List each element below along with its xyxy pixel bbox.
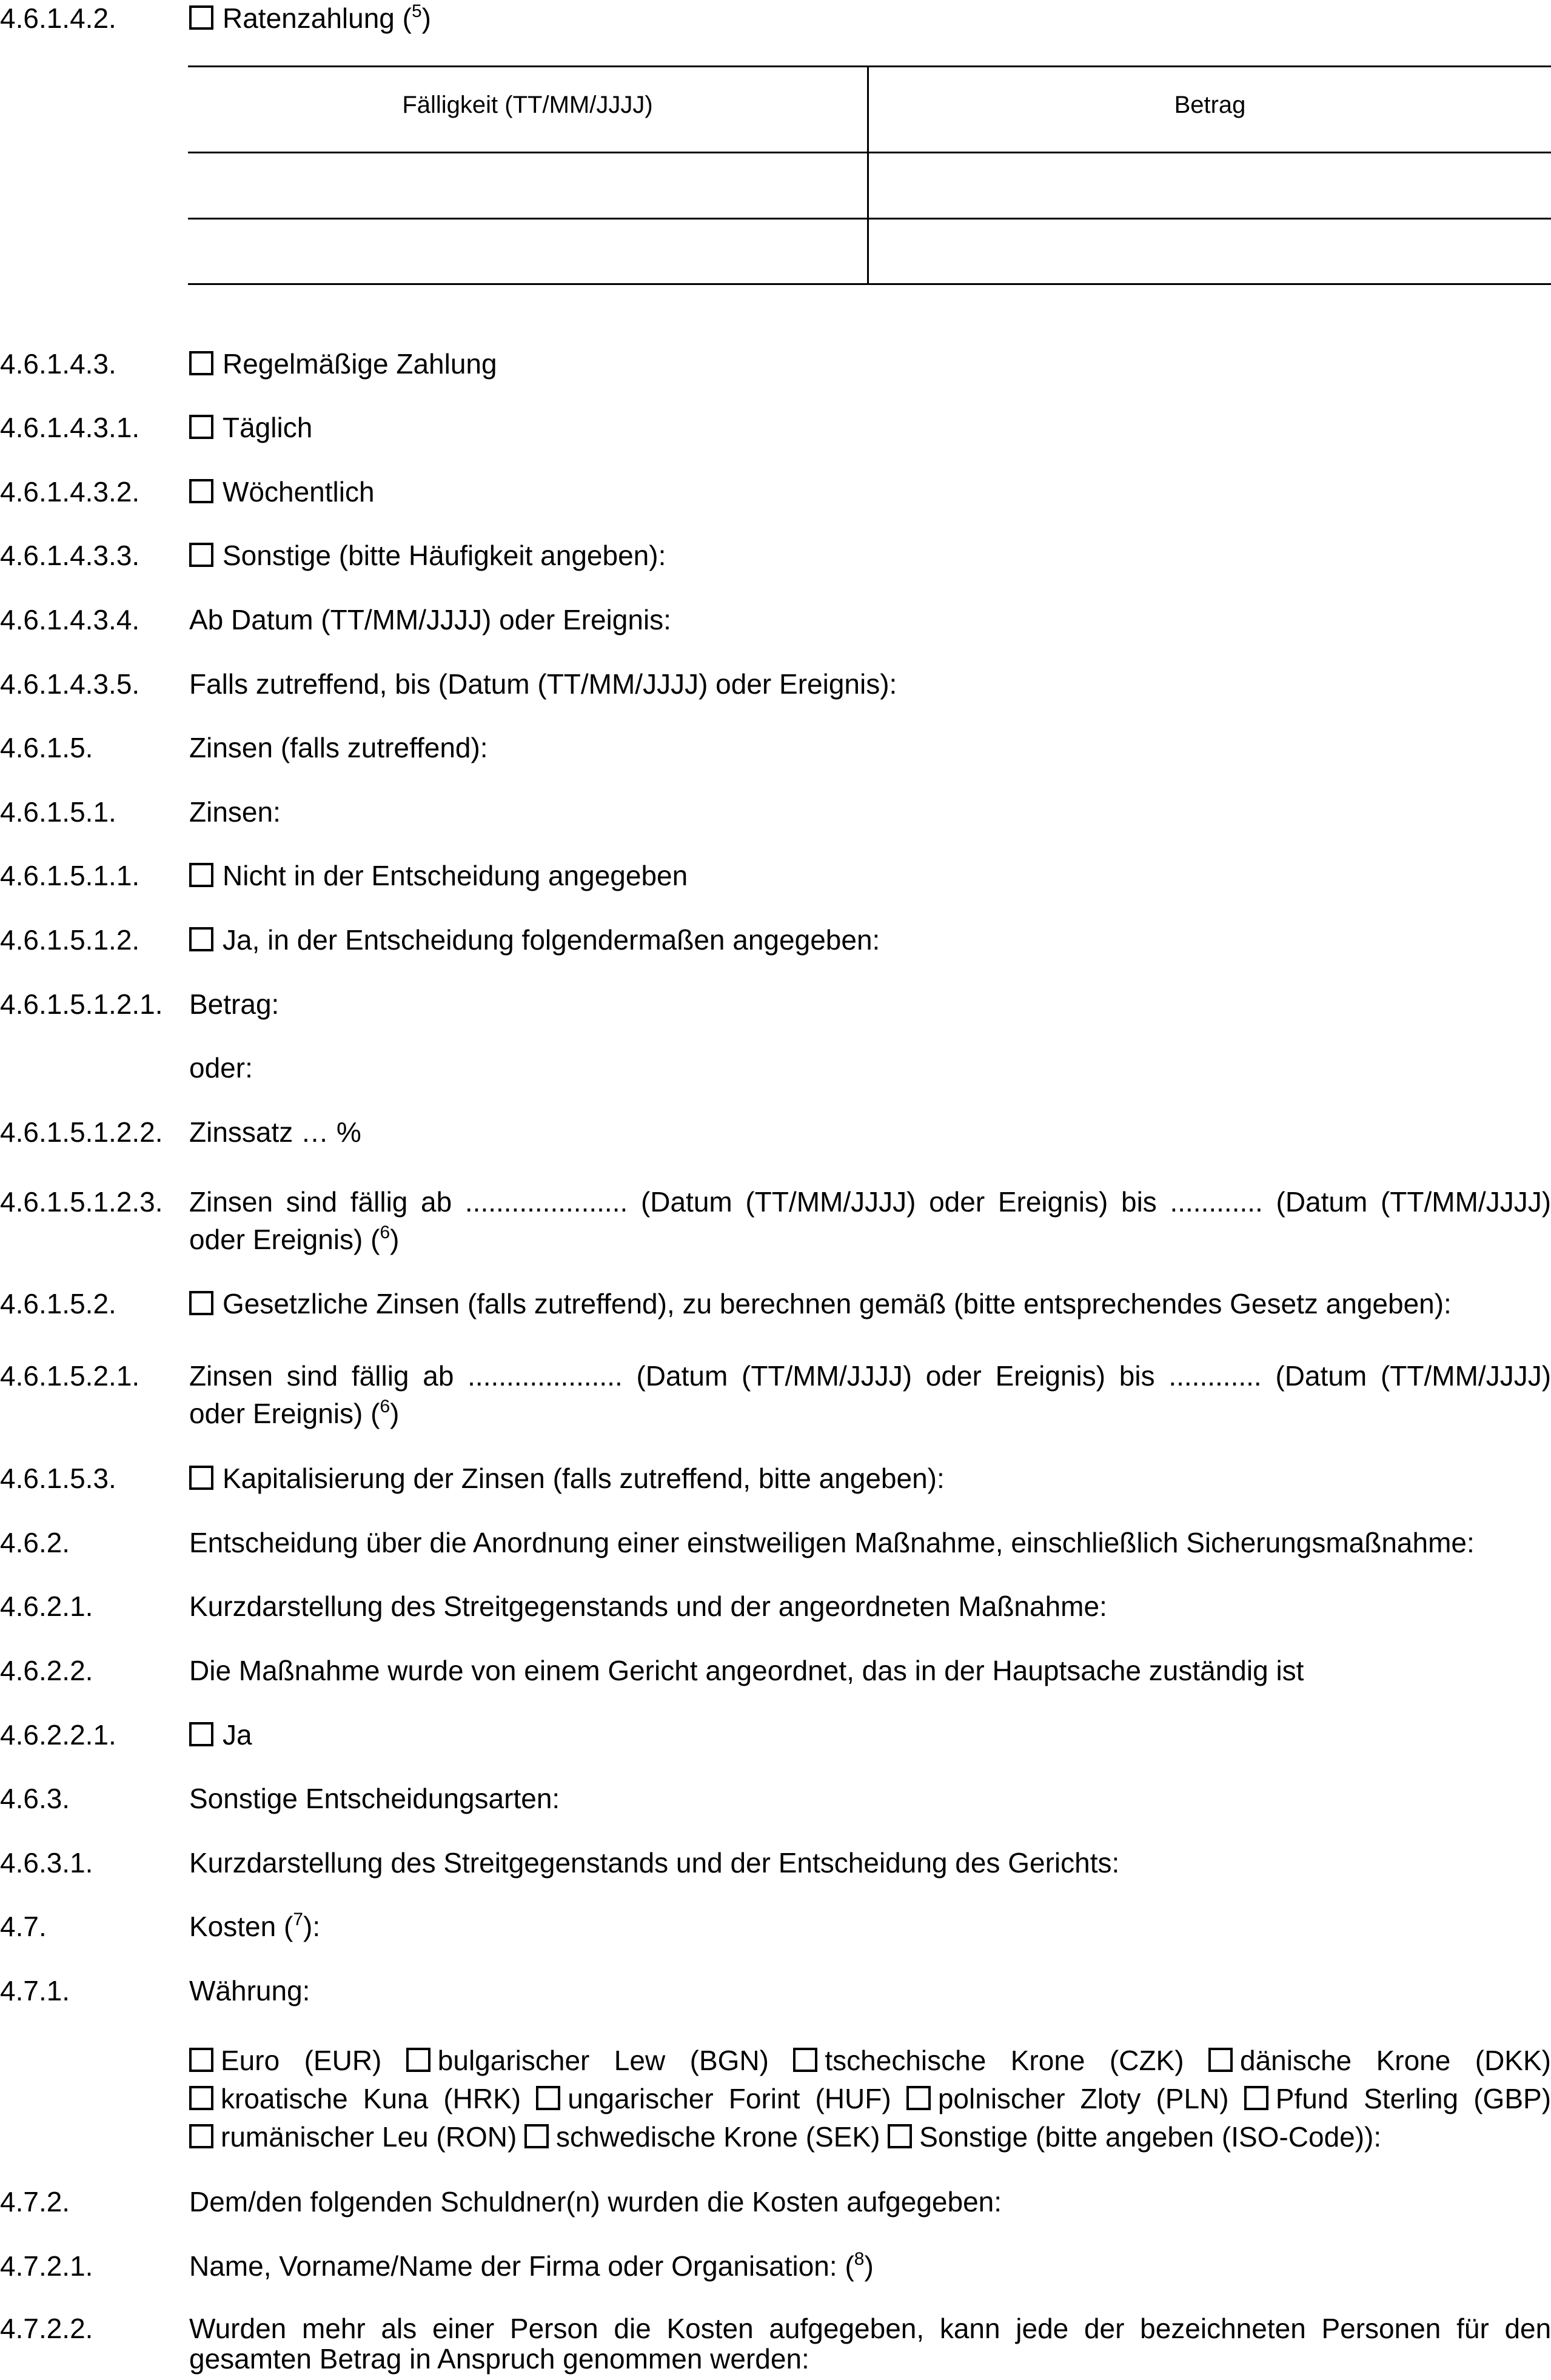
section-number: 4.6.1.4.3.2. — [0, 476, 140, 508]
item-label: Wöchentlich — [223, 476, 375, 508]
section-number: 4.6.1.5.1.2.3. — [0, 1186, 163, 1218]
item-label: Sonstige (bitte Häufigkeit angeben): — [223, 540, 666, 571]
section-number: 4.6.1.4.3.4. — [0, 604, 140, 635]
item-label: oder Ereignis) ( — [189, 1224, 380, 1255]
footnote-ref: 8 — [854, 2249, 865, 2269]
currency-label: dänische Krone (DKK) — [1240, 2045, 1551, 2076]
item-label: oder Ereignis) ( — [189, 1398, 380, 1429]
gbp-checkbox[interactable] — [1244, 2086, 1268, 2110]
text-part: (Datum (TT/MM/JJJJ) oder Ereignis) bis ............ — [636, 1360, 1262, 1392]
item-label: Zinssatz … % — [189, 1116, 361, 1148]
table-bottom-border — [188, 283, 1551, 285]
justified-line — [189, 1185, 1551, 1219]
section-number: 4.6.1.4.3.5. — [0, 668, 140, 700]
item-label-end: ): — [303, 1911, 321, 1942]
justified-line — [189, 2082, 1551, 2116]
section-number: 4.6.1.4.3. — [0, 348, 116, 380]
section-number: 4.6.2.1. — [0, 1591, 93, 1622]
item-label: Währung: — [189, 1975, 310, 2006]
section-number: 4.6.1.5.1.2.2. — [0, 1116, 163, 1148]
section-number: 4.6.1.5.2. — [0, 1288, 116, 1319]
word: Wurden — [189, 2313, 287, 2344]
section-number: 4.6.1.5.1.1. — [0, 860, 140, 891]
item-label: Ja — [223, 1719, 252, 1751]
text-part: Zinsen sind fällig ab — [189, 1360, 454, 1392]
word: kann — [939, 2313, 1000, 2344]
table-cell-amount-1[interactable] — [869, 153, 1551, 218]
currency-label: rumänischer Leu (RON) — [221, 2121, 517, 2153]
currency-label: polnischer Zloty (PLN) — [937, 2083, 1229, 2114]
currency-label: Sonstige (bitte angeben (ISO-Code)): — [919, 2121, 1382, 2153]
footnote-ref: 6 — [380, 1396, 390, 1416]
text-part: Zinsen sind fällig ab ..................... — [189, 1186, 628, 1218]
text-part: (Datum — [1276, 1186, 1368, 1218]
section-number: 4.7.2. — [0, 2186, 70, 2217]
hrk-checkbox[interactable] — [189, 2086, 213, 2110]
section-number: 4.7. — [0, 1911, 47, 1942]
item-label: Die Maßnahme wurde von einem Gericht angeordnet, das in der Hauptsache zuständig ist — [189, 1655, 1304, 1686]
item-label: Kosten ( — [189, 1911, 293, 1942]
item-label-end: ) — [864, 2250, 874, 2282]
item-label: Regelmäßige Zahlung — [223, 348, 497, 380]
sek-checkbox[interactable] — [524, 2124, 549, 2148]
section-number: 4.6.1.4.3.3. — [0, 540, 140, 571]
section-number: 4.6.1.4.3.1. — [0, 412, 140, 443]
section-number: 4.6.1.5.1.2. — [0, 924, 140, 956]
justified-line — [189, 2311, 1551, 2345]
item-label: Gesetzliche Zinsen (falls zutreffend), zu berechnen gemäß (bitte entsprechendes Gesetz angeben): — [223, 1288, 1452, 1319]
item-label: Falls zutreffend, bis (Datum (TT/MM/JJJJ) oder Ereignis): — [189, 668, 897, 700]
section-number: 4.6.1.5.1. — [0, 796, 116, 828]
text-part: (TT/MM/JJJJ) — [1380, 1360, 1551, 1392]
justified-line — [189, 1359, 1551, 1393]
item-label: Nicht in der Entscheidung angegeben — [223, 860, 688, 891]
item-label: Betrag: — [189, 988, 280, 1020]
footnote-ref: 6 — [380, 1222, 390, 1242]
text-part: (Datum — [1275, 1360, 1367, 1392]
section-number: 4.6.2.2.1. — [0, 1719, 116, 1751]
currency-label: kroatische Kuna (HRK) — [221, 2083, 521, 2114]
footnote-ref: 5 — [411, 1, 422, 21]
section-number: 4.7.1. — [0, 1975, 70, 2006]
item-label: Ratenzahlung ( — [223, 2, 412, 34]
ratenzahlung-checkbox[interactable] — [189, 5, 213, 30]
nicht-angegeben-checkbox[interactable] — [189, 863, 213, 887]
eur-checkbox[interactable] — [189, 2048, 213, 2072]
ron-checkbox[interactable] — [189, 2124, 213, 2148]
item-label-end: ) — [421, 2, 431, 34]
word: jede — [1016, 2313, 1069, 2344]
item-label: Täglich — [223, 412, 313, 443]
ja-checkbox[interactable] — [189, 1722, 213, 1746]
table-cell-date-2[interactable] — [190, 220, 867, 283]
section-number: 4.6.2. — [0, 1527, 70, 1558]
ja-angegeben-checkbox[interactable] — [189, 927, 213, 951]
column-header-betrag: Betrag — [1174, 92, 1246, 118]
word: den — [1504, 2313, 1551, 2344]
word: für — [1456, 2313, 1489, 2344]
section-number: 4.6.2.2. — [0, 1655, 93, 1686]
currency-label: bulgarischer Lew (BGN) — [437, 2045, 769, 2076]
currency-label: schwedische Krone (SEK) — [556, 2121, 880, 2153]
column-header-faelligkeit: Fälligkeit (TT/MM/JJJJ) — [402, 92, 653, 118]
huf-checkbox[interactable] — [536, 2086, 560, 2110]
kapitalisierung-checkbox[interactable] — [189, 1466, 213, 1490]
item-label: Ja, in der Entscheidung folgendermaßen angegeben: — [223, 924, 880, 956]
currency-label: Euro (EUR) — [221, 2045, 382, 2076]
item-label-end: ) — [390, 1398, 400, 1429]
section-number: 4.6.1.5.2.1. — [0, 1360, 140, 1392]
item-label-end: ) — [390, 1224, 400, 1255]
woechentlich-checkbox[interactable] — [189, 479, 213, 503]
word: der — [1084, 2313, 1125, 2344]
word: als — [381, 2313, 417, 2344]
currency-label: tschechische Krone (CZK) — [825, 2045, 1184, 2076]
bgn-checkbox[interactable] — [406, 2048, 430, 2072]
item-label: Name, Vorname/Name der Firma oder Organisation: ( — [189, 2250, 854, 2282]
word: aufgegeben, — [769, 2313, 925, 2344]
item-label: Kapitalisierung der Zinsen (falls zutreffend, bitte angeben): — [223, 1463, 945, 1494]
czk-checkbox[interactable] — [793, 2048, 817, 2072]
word: die — [614, 2313, 651, 2344]
currency-label: Pfund Sterling (GBP) — [1275, 2083, 1551, 2114]
item-label: gesamten Betrag in Anspruch genommen werden: — [189, 2343, 809, 2375]
item-label: Ab Datum (TT/MM/JJJJ) oder Ereignis: — [189, 604, 671, 635]
table-top-border — [188, 65, 1551, 67]
item-label: oder: — [189, 1052, 253, 1084]
section-number: 4.6.1.5. — [0, 732, 93, 763]
sonstige-waehrung-checkbox[interactable] — [888, 2124, 912, 2148]
word: bezeichneten — [1140, 2313, 1306, 2344]
table-cell-amount-2[interactable] — [869, 220, 1551, 283]
currency-label: ungarischer Forint (HUF) — [568, 2083, 891, 2114]
section-number: 4.6.1.5.1.2.1. — [0, 988, 163, 1020]
section-number: 4.7.2.2. — [0, 2313, 93, 2344]
taeglich-checkbox[interactable] — [189, 415, 213, 439]
item-label: Zinsen: — [189, 796, 281, 828]
word: einer — [432, 2313, 495, 2344]
text-part: .................... — [467, 1360, 623, 1392]
section-number: 4.6.3. — [0, 1783, 70, 1814]
regelmaessige-zahlung-checkbox[interactable] — [189, 351, 213, 375]
sonstige-haeufigkeit-checkbox[interactable] — [189, 543, 213, 567]
item-label: Kurzdarstellung des Streitgegenstands und der Entscheidung des Gerichts: — [189, 1847, 1120, 1879]
pln-checkbox[interactable] — [906, 2086, 931, 2110]
text-part: (Datum (TT/MM/JJJJ) oder Ereignis) bis ............ — [640, 1186, 1263, 1218]
footnote-ref: 7 — [293, 1909, 303, 1929]
text-part: (TT/MM/JJJJ) — [1380, 1186, 1551, 1218]
word: Kosten — [666, 2313, 754, 2344]
justified-line — [189, 2043, 1551, 2077]
word: mehr — [301, 2313, 366, 2344]
dkk-checkbox[interactable] — [1208, 2048, 1233, 2072]
table-cell-date-1[interactable] — [190, 153, 867, 218]
section-number: 4.6.3.1. — [0, 1847, 93, 1879]
section-number: 4.6.1.4.2. — [0, 2, 116, 34]
item-label: Dem/den folgenden Schuldner(n) wurden die Kosten aufgegeben: — [189, 2186, 1002, 2217]
section-number: 4.6.1.5.3. — [0, 1463, 116, 1494]
item-label: Entscheidung über die Anordnung einer einstweiligen Maßnahme, einschließlich Sicherungsmaßnahme: — [189, 1527, 1475, 1558]
section-number: 4.7.2.1. — [0, 2250, 93, 2282]
word: Person — [509, 2313, 598, 2344]
item-label: Zinsen (falls zutreffend): — [189, 732, 488, 763]
item-label: Sonstige Entscheidungsarten: — [189, 1783, 560, 1814]
item-label: Kurzdarstellung des Streitgegenstands und der angeordneten Maßnahme: — [189, 1591, 1107, 1622]
word: Personen — [1321, 2313, 1441, 2344]
gesetzliche-zinsen-checkbox[interactable] — [189, 1291, 213, 1315]
